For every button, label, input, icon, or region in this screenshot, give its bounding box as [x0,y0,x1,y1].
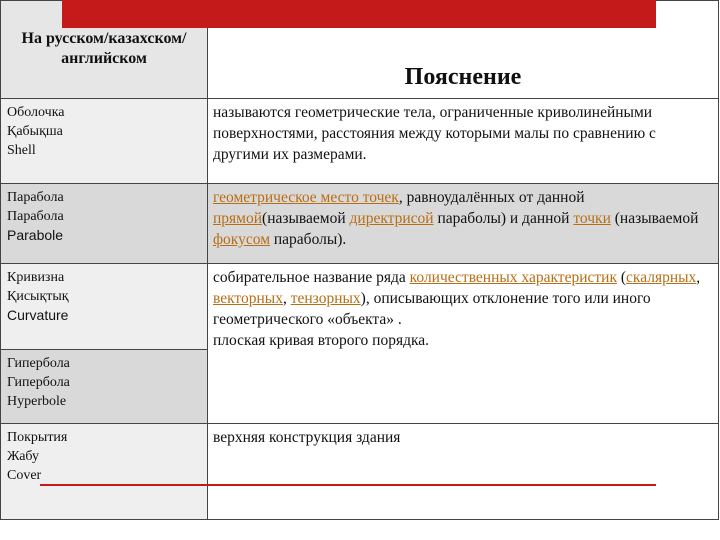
description-segment: плоская кривая второго порядка. [213,332,430,349]
term-link[interactable]: тензорных [290,290,361,307]
description-cell [208,184,719,264]
term-link[interactable]: директрисой [349,210,434,227]
term-link[interactable]: геометрическое место точек [213,189,399,206]
description-segment: , равноудалённых от данной [398,189,585,206]
description-cell [208,99,719,184]
term-link[interactable]: векторных [213,290,283,307]
description-segment: (называемой [610,210,699,227]
description-segment: параболы) и данной [433,210,574,227]
description-text [213,267,712,330]
description-segment: собирательное название ряда [213,269,410,286]
table-row [1,424,719,520]
term-link[interactable]: прямой [213,210,263,227]
term-cell [1,350,208,424]
term-en: Shell [7,143,36,158]
table-row [1,184,719,264]
term-kz: Гипербола [7,375,70,390]
term-en: Curvature [7,307,69,323]
term-cell [1,264,208,350]
term-link[interactable]: точки [573,210,611,227]
term-kz: Жабу [7,449,39,464]
header-accent-bar [62,0,656,28]
description-cell [208,424,719,520]
term-link[interactable]: скалярных [626,269,697,286]
description-text [213,330,712,351]
description-segment: ), описывающих отклонение того или иного геометрического «объекта» . [213,290,651,328]
term-en: Cover [7,468,42,483]
term-ru: Оболочка [7,105,65,120]
header-language-label: На русском/казахском/ английском [21,30,187,67]
term-ru: Парабола [7,190,64,205]
description-segment: (называемой [262,210,350,227]
term-kz: Қисықтық [7,289,69,304]
description-cell [208,264,719,424]
term-kz: Қабықша [7,124,63,139]
term-ru: Гипербола [7,356,70,371]
term-ru: Покрытия [7,430,68,445]
term-en: Parabole [7,227,64,243]
footer-accent-line [40,484,656,486]
header-explanation-label: Пояснение [404,64,522,90]
term-cell [1,184,208,264]
term-kz: Парабола [7,209,64,224]
table-row [1,99,719,184]
term-ru: Кривизна [7,270,65,285]
table-row [1,264,719,350]
term-cell [1,424,208,520]
description-segment: называются геометрические тела, ограниченные криволинейными поверхностями, расстояния между которыми малы по сравнению с другими их размерами. [213,104,656,163]
description-segment: , [696,269,701,286]
term-link[interactable]: количественных характеристик [409,269,617,286]
term-en: Hyperbole [7,394,67,409]
description-segment: верхняя конструкция здания [213,429,401,446]
description-segment: ( [616,269,627,286]
description-segment: параболы). [270,231,347,248]
term-link[interactable]: фокусом [213,231,270,248]
term-cell [1,99,208,184]
description-segment: , [282,290,291,307]
